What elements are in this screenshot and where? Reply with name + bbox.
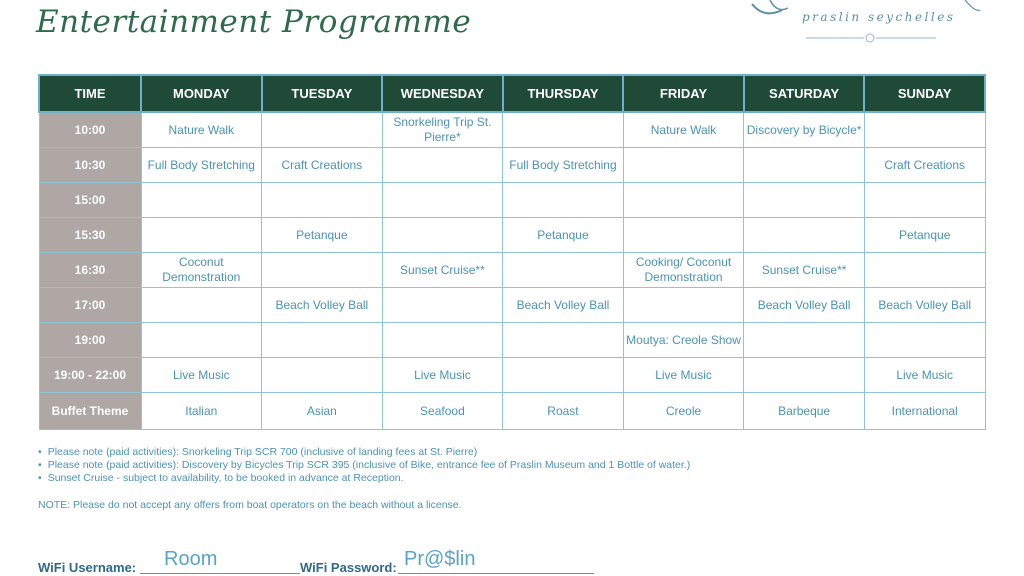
activity-cell: Snorkeling Trip St. Pierre* — [382, 112, 503, 148]
note-text: Sunset Cruise - subject to availability, to be booked in advance at Reception. — [47, 472, 404, 484]
bullet-icon: • — [38, 459, 42, 471]
activity-cell — [503, 323, 624, 358]
activity-cell: Creole — [623, 393, 744, 430]
boat-operator-notice: NOTE: Please do not accept any offers from boat operators on the beach without a license. — [38, 499, 462, 511]
note-text: Please note (paid activities): Snorkeling Trip SCR 700 (inclusive of landing fees at St. Pierre) — [47, 446, 478, 458]
activity-cell — [744, 218, 865, 253]
time-cell: 10:00 — [39, 112, 141, 148]
activity-cell — [382, 148, 503, 183]
activity-cell: Full Body Stretching — [141, 148, 262, 183]
table-header-row — [39, 75, 985, 112]
activity-cell: Seafood — [382, 393, 503, 430]
activity-cell — [262, 253, 383, 288]
activity-cell — [864, 323, 985, 358]
activity-cell — [503, 358, 624, 393]
activity-cell: Barbeque — [744, 393, 865, 430]
table-row — [39, 393, 985, 430]
bullet-icon: • — [38, 446, 42, 458]
time-cell: 10:30 — [39, 148, 141, 183]
column-header-wednesday: WEDNESDAY — [382, 75, 503, 112]
activity-cell — [382, 183, 503, 218]
note-item — [38, 472, 988, 485]
activity-cell — [623, 288, 744, 323]
activity-cell — [623, 183, 744, 218]
activity-cell — [141, 183, 262, 218]
activity-cell: Sunset Cruise** — [382, 253, 503, 288]
activity-cell — [382, 288, 503, 323]
activity-cell — [744, 358, 865, 393]
activity-cell — [262, 358, 383, 393]
activity-cell: Coconut Demonstration — [141, 253, 262, 288]
activity-cell: Live Music — [141, 358, 262, 393]
activity-cell — [744, 183, 865, 218]
activity-cell — [141, 218, 262, 253]
activity-cell: Nature Walk — [623, 112, 744, 148]
logo-swoosh-icon — [740, 0, 1010, 48]
activity-cell — [744, 148, 865, 183]
activity-cell: Craft Creations — [864, 148, 985, 183]
time-cell: 19:00 - 22:00 — [39, 358, 141, 393]
activity-cell: Beach Volley Ball — [262, 288, 383, 323]
activity-cell: Live Music — [864, 358, 985, 393]
logo-text: praslin seychelles — [802, 10, 956, 24]
note-item — [38, 459, 988, 472]
activity-cell — [141, 288, 262, 323]
activity-cell: Beach Volley Ball — [503, 288, 624, 323]
table-row — [39, 358, 985, 393]
table-row — [39, 218, 985, 253]
column-header-monday: MONDAY — [141, 75, 262, 112]
column-header-time: TIME — [39, 75, 141, 112]
table-row — [39, 288, 985, 323]
activity-cell: Petanque — [503, 218, 624, 253]
activity-cell: Italian — [141, 393, 262, 430]
time-cell: 17:00 — [39, 288, 141, 323]
wifi-password-value: Pr@$lin — [398, 548, 594, 574]
column-header-tuesday: TUESDAY — [262, 75, 383, 112]
activity-cell — [623, 148, 744, 183]
table-row — [39, 112, 985, 148]
activity-cell — [382, 218, 503, 253]
table-body — [39, 112, 985, 430]
activity-cell: Sunset Cruise** — [744, 253, 865, 288]
activity-cell — [262, 183, 383, 218]
table-row — [39, 323, 985, 358]
activity-cell — [503, 253, 624, 288]
activity-cell: Beach Volley Ball — [744, 288, 865, 323]
time-cell: Buffet Theme — [39, 393, 141, 430]
activity-cell: Asian — [262, 393, 383, 430]
column-header-saturday: SATURDAY — [744, 75, 865, 112]
activity-cell: Petanque — [262, 218, 383, 253]
notes-list — [38, 446, 988, 485]
wifi-password-label: WiFi Password: — [300, 560, 397, 575]
note-item — [38, 446, 988, 459]
activity-cell — [262, 112, 383, 148]
activity-cell: Craft Creations — [262, 148, 383, 183]
activity-cell — [141, 323, 262, 358]
table-row — [39, 148, 985, 183]
bullet-icon: • — [38, 472, 42, 484]
activity-cell — [262, 323, 383, 358]
hotel-logo — [740, 0, 1010, 48]
activity-cell — [503, 183, 624, 218]
activity-cell: Full Body Stretching — [503, 148, 624, 183]
table-row — [39, 253, 985, 288]
activity-cell — [503, 112, 624, 148]
activity-cell: Petanque — [864, 218, 985, 253]
note-text: Please note (paid activities): Discovery by Bicycles Trip SCR 395 (inclusive of Bike, entrance fee of Praslin Museum and 1 Bottle of water.) — [47, 459, 691, 471]
activity-cell — [623, 218, 744, 253]
time-cell: 16:30 — [39, 253, 141, 288]
column-header-friday: FRIDAY — [623, 75, 744, 112]
activity-cell: Roast — [503, 393, 624, 430]
activity-cell: Nature Walk — [141, 112, 262, 148]
table-row — [39, 183, 985, 218]
activity-cell — [744, 323, 865, 358]
time-cell: 19:00 — [39, 323, 141, 358]
time-cell: 15:00 — [39, 183, 141, 218]
column-header-sunday: SUNDAY — [864, 75, 985, 112]
activity-cell: Live Music — [382, 358, 503, 393]
activity-cell: International — [864, 393, 985, 430]
activity-cell: Moutya: Creole Show — [623, 323, 744, 358]
activity-cell — [864, 112, 985, 148]
activity-cell: Beach Volley Ball — [864, 288, 985, 323]
column-header-thursday: THURSDAY — [503, 75, 624, 112]
wifi-info — [38, 548, 638, 576]
wifi-username-label: WiFi Username: — [38, 560, 137, 575]
activity-cell — [382, 323, 503, 358]
wifi-username-value: Room — [140, 548, 300, 574]
activity-cell: Cooking/ Coconut Demonstration — [623, 253, 744, 288]
page-title: Entertainment Programme — [36, 4, 472, 40]
activity-cell — [864, 253, 985, 288]
time-cell: 15:30 — [39, 218, 141, 253]
activity-cell: Live Music — [623, 358, 744, 393]
activity-cell: Discovery by Bicycle* — [744, 112, 865, 148]
activity-cell — [864, 183, 985, 218]
entertainment-schedule-table — [38, 74, 986, 430]
